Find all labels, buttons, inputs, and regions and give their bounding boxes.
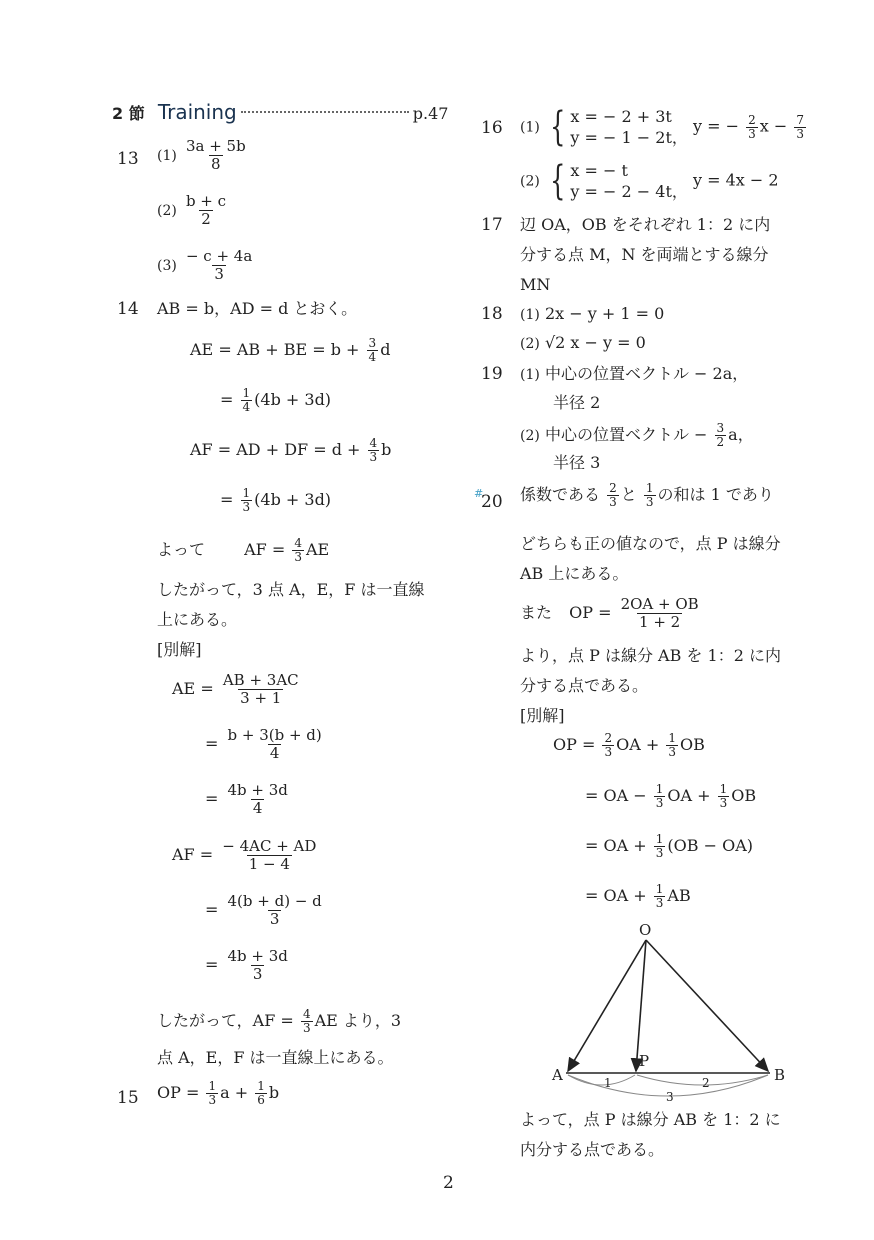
q18-part1: (1) 2x − y + 1 = 0: [520, 304, 665, 323]
q16-number: 16: [481, 118, 503, 138]
part-label: (3): [157, 258, 177, 274]
section-header: [112, 102, 448, 124]
q14-ae-line2: = $\frac{1}{4}$ (4b + 3d): [220, 386, 332, 414]
fraction: $\frac{- c + 4a}{3}$: [185, 247, 253, 283]
label-b: B: [774, 1066, 786, 1084]
q14-af-line2: = $\frac{1}{3}$ (4b + 3d): [220, 486, 332, 514]
q19-part2-radius: 半径 3: [553, 453, 601, 472]
q20-line5: より，点 P は線分 AB を 1：2 に内: [520, 646, 781, 665]
q13-number: 13: [117, 149, 139, 169]
q14-conclusion-2: 上にある。: [157, 610, 238, 629]
vector-ob: [646, 940, 768, 1071]
q20-mark: #: [474, 487, 484, 500]
q17-line2: 分する点 M，N を両端とする線分: [520, 245, 769, 264]
q20-step2: = OA − $\frac{1}{3}$ OA + $\frac{1}{3}$ OB: [585, 782, 757, 810]
label-o: O: [639, 921, 652, 939]
q13-part3: [157, 248, 256, 283]
q14-af-line1: AF = AD + DF = d + $\frac{4}{3}$ b: [190, 436, 392, 464]
label-seg2: 2: [702, 1076, 710, 1090]
part-label: (2): [157, 203, 177, 219]
q16-part2: (2) { x = − t y = − 2 − 4t， y = 4x − 2: [520, 158, 779, 204]
q19-part1-radius: 半径 2: [553, 393, 601, 412]
label-seg1: 1: [604, 1076, 612, 1090]
q20-step3: = OA + $\frac{1}{3}$ (OB − OA): [585, 832, 753, 860]
label-p: P: [639, 1052, 650, 1070]
q14-betsu-label: [別解]: [157, 640, 202, 659]
vector-diagram: [540, 915, 800, 1105]
q14-conclusion-1: したがって，3 点 A，E，F は一直線: [157, 580, 425, 599]
q19-number: 19: [481, 364, 503, 384]
fraction: $\frac{3a + 5b}{8}$: [185, 137, 246, 173]
section-title: Training: [157, 100, 237, 124]
q14-betsu-af3: = $\frac{4b + 3d}{3}$: [205, 947, 288, 983]
q14-betsu-ae2: = $\frac{b + 3(b + d)}{4}$: [205, 726, 322, 762]
q13-part1: [157, 138, 250, 173]
q20-betsu-label: [別解]: [520, 706, 565, 725]
q17-line3: MN: [520, 275, 551, 294]
q14-betsu-ae3: = $\frac{4b + 3d}{4}$: [205, 781, 288, 817]
q20-step4: = OA + $\frac{1}{3}$ AB: [585, 882, 691, 910]
label-a: A: [552, 1066, 563, 1084]
q19-part2: (2) 中心の位置ベクトル − $\frac{3}{2}$ a，: [520, 421, 754, 449]
q20-step1: OP = $\frac{2}{3}$ OA + $\frac{1}{3}$ OB: [553, 731, 705, 759]
section-label: 2 節: [112, 104, 145, 123]
q18-number: 18: [481, 304, 503, 324]
page-reference: p.47: [412, 104, 449, 123]
q20-line1: 係数である $\frac{2}{3}$ と $\frac{1}{3}$ の和は 1 であり: [520, 481, 774, 509]
q20-line4: また OP = $\frac{2OA + OB}{1 + 2}$: [520, 595, 699, 631]
q14-conclusion-4: 点 A，E，F は一直線上にある。: [157, 1048, 394, 1067]
part-label: (1): [157, 148, 177, 164]
q14-number: 14: [117, 299, 139, 319]
q13-part2: [157, 193, 230, 228]
vector-oa: [568, 940, 646, 1071]
q20-conclusion-2: 内分する点である。: [520, 1140, 665, 1159]
q15-number: 15: [117, 1088, 139, 1108]
q20-conclusion-1: よって，点 P は線分 AB を 1：2 に: [520, 1110, 781, 1129]
fraction: $\frac{b + c}{2}$: [185, 192, 227, 228]
q20-line3: AB 上にある。: [520, 564, 629, 583]
q14-betsu-af1: AF = $\frac{- 4AC + AD}{1 - 4}$: [172, 837, 317, 873]
q14-betsu-ae1: AE = $\frac{AB + 3AC}{3 + 1}$: [172, 671, 299, 707]
q18-part2: (2) √2 x − y = 0: [520, 333, 646, 352]
q20-number: 20: [481, 492, 503, 512]
q14-conclusion-3: したがって，AF = $\frac{4}{3}$ AE より，3: [157, 1007, 402, 1035]
q15-answer: OP = $\frac{1}{3}$ a + $\frac{1}{6}$ b: [157, 1079, 280, 1107]
page-number: 2: [443, 1173, 454, 1193]
leader-dots: [241, 111, 409, 113]
q20-line2: どちらも正の値なので，点 P は線分: [520, 534, 781, 553]
q17-line1: 辺 OA，OB をそれぞれ 1：2 に内: [520, 215, 771, 234]
q14-intro: AB = b，AD = d とおく。: [157, 299, 358, 318]
q17-number: 17: [481, 215, 503, 235]
arc-ap: [568, 1075, 635, 1085]
q14-ae-line1: AE = AB + BE = b + $\frac{3}{4}$ d: [190, 336, 391, 364]
q14-yotte-line: よって AF = $\frac{4}{3}$ AE: [157, 536, 330, 564]
q20-line6: 分する点である。: [520, 676, 649, 695]
q16-part1: (1) { x = − 2 + 3t y = − 1 − 2t， y = − $\frac{2}{3}$ x − $\frac{7}{3}$: [520, 104, 804, 150]
q14-betsu-af2: = $\frac{4(b + d) - d}{3}$: [205, 892, 322, 928]
label-seg3: 3: [666, 1090, 674, 1104]
q19-part1: (1) 中心の位置ベクトル − 2a，: [520, 364, 749, 383]
